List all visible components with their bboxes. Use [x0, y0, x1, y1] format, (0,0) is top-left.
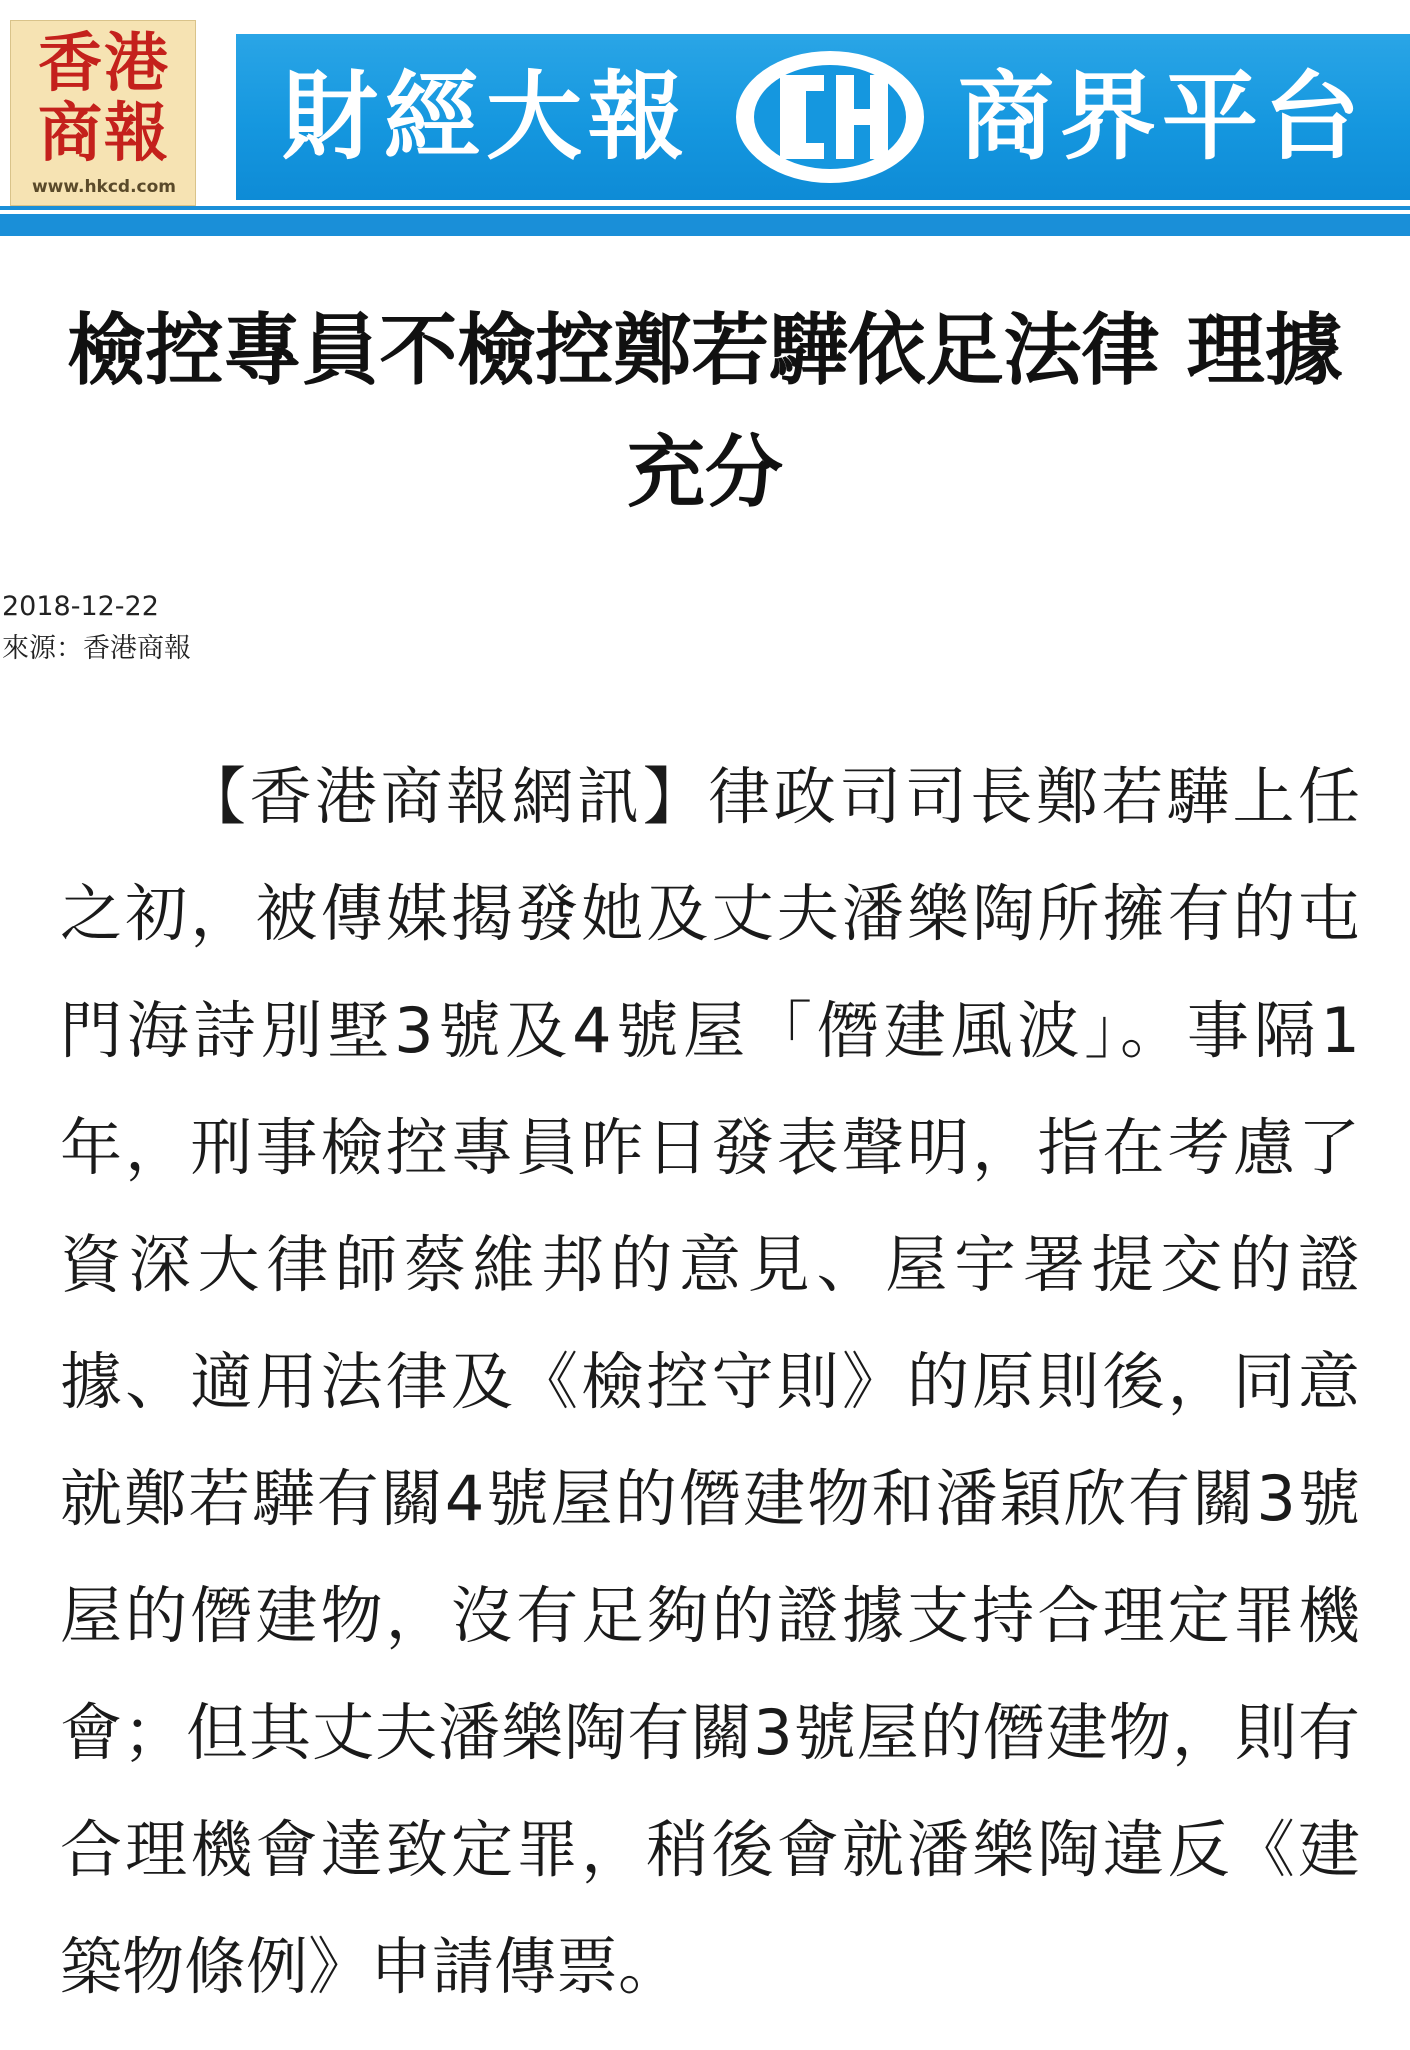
- header-divider-thin: [0, 206, 1410, 210]
- article-meta: [2, 586, 191, 670]
- article-source: 來源：香港商報: [2, 633, 191, 664]
- header-divider-thick: [0, 214, 1410, 236]
- masthead-banner: [236, 34, 1410, 200]
- logo-text-line1: 香港: [38, 26, 170, 101]
- chb-emblem-icon: [732, 47, 928, 187]
- banner-slogan-left: 財經大報: [282, 61, 690, 173]
- logo-url: www.hkcd.com: [31, 177, 177, 197]
- banner-slogan-right: 商界平台: [958, 61, 1366, 173]
- article-date: 2018-12-22: [2, 591, 159, 622]
- article-title: 檢控專員不檢控鄭若驊依足法律 理據充分: [67, 306, 1343, 518]
- article-body: 【香港商報網訊】律政司司長鄭若驊上任之初，被傳媒揭發她及丈夫潘樂陶所擁有的屯門海詩別墅3號及4號屋「僭建風波」。事隔1年，刑事檢控專員昨日發表聲明，指在考慮了資深大律師蔡維邦的意見、屋宇署提交的證據、適用法律及《檢控守則》的原則後，同意就鄭若驊有關4號屋的僭建物和潘穎欣有關3號屋的僭建物，沒有足夠的證據支持合理定罪機會；但其丈夫潘樂陶有關3號屋的僭建物，則有合理機會達致定罪，稍後會就潘樂陶違反《建築物條例》申請傳票。: [60, 760, 1360, 2003]
- hkcd-logo[interactable]: [10, 20, 196, 206]
- logo-text-line2: 商報: [38, 96, 170, 171]
- masthead: [0, 0, 1410, 240]
